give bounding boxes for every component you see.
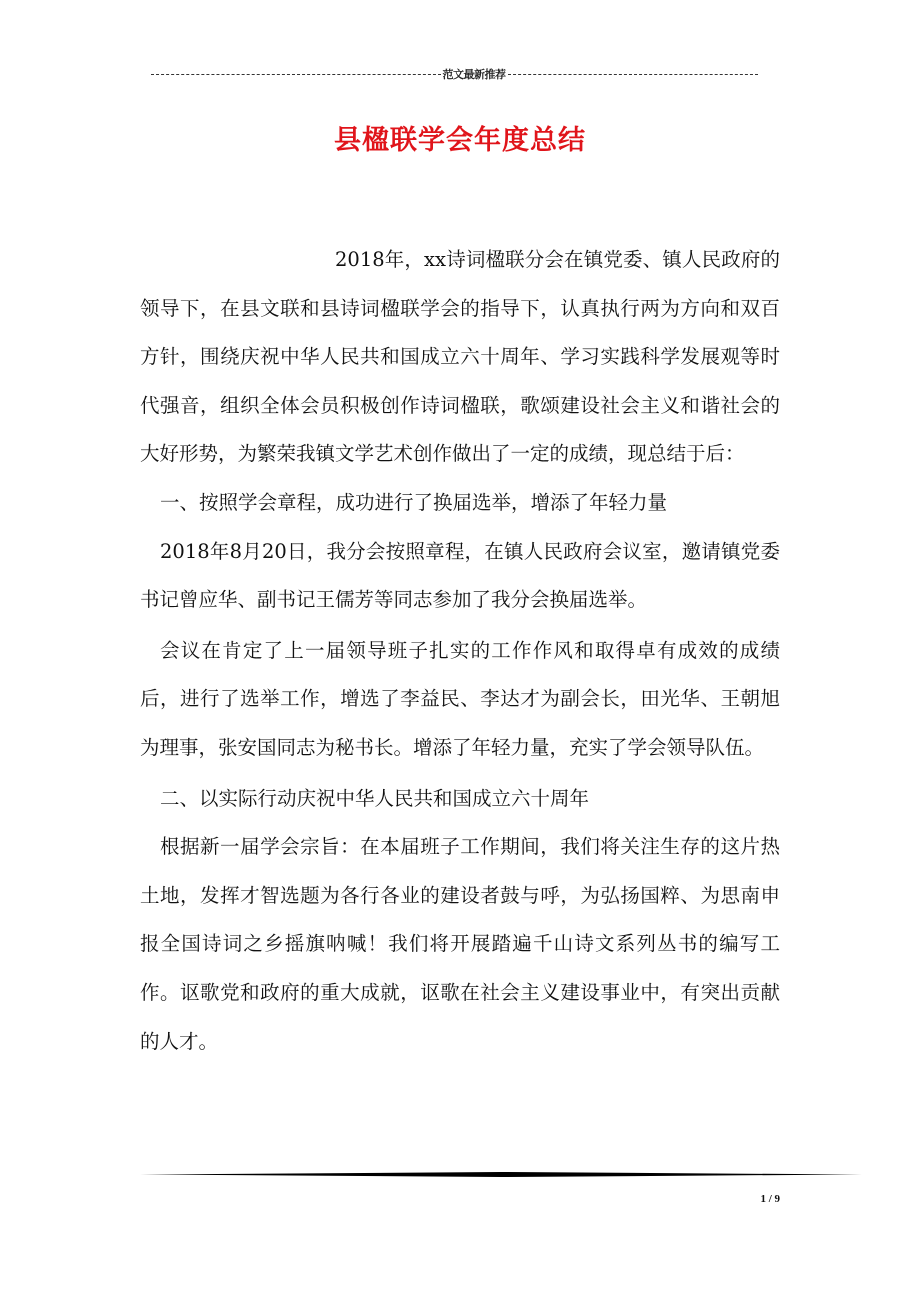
paragraph-intro: 2018年，xx诗词楹联分会在镇党委、镇人民政府的领导下，在县文联和县诗词楹联学会的指导下，认真执行两为方向和双百方针，围绕庆祝中华人民共和国成立六十周年、学习实践科学发展观等时代强音，组织全体会员积极创作诗词楹联，歌颂建设社会主义和谐社会的大好形势，为繁荣我镇文学艺术创作做出了一定的成绩，现总结于后： [140, 248, 780, 466]
page-header [140, 66, 768, 82]
footer-divider [140, 1172, 862, 1176]
page-number: 1 / 9 [760, 1193, 780, 1205]
section-heading-1: 一、按照学会章程，成功进行了换届选举，增添了年轻力量 [160, 490, 668, 514]
header-dash-right [508, 74, 758, 75]
paragraph-election-result: 会议在肯定了上一届领导班子扎实的工作作风和取得卓有成效的成绩后，进行了选举工作，增选了李益民、李达才为副会长，田光华、王朝旭为理事，张安国同志为秘书长。增添了年轻力量，充实了学会领导队伍。 [140, 638, 780, 759]
section-heading-2: 二、以实际行动庆祝中华人民共和国成立六十周年 [160, 786, 590, 810]
paragraph-mission: 根据新一届学会宗旨：在本届班子工作期间，我们将关注生存的这片热土地，发挥才智选题为各行各业的建设者鼓与呼，为弘扬国粹、为思南申报全国诗词之乡摇旗呐喊！我们将开展踏遍千山诗文系列丛书的编写工作。讴歌党和政府的重大成就，讴歌在社会主义建设事业中，有突出贡献的人才。 [140, 835, 780, 1053]
document-body [140, 236, 780, 1066]
document-title: 县楹联学会年度总结 [334, 125, 586, 156]
header-label: 范文最新推荐 [442, 68, 506, 81]
header-dash-left [151, 74, 441, 75]
paragraph-election-date: 2018年8月20日，我分会按照章程，在镇人民政府会议室，邀请镇党委书记曾应华、副书记王儒芳等同志参加了我分会换届选举。 [140, 539, 780, 612]
